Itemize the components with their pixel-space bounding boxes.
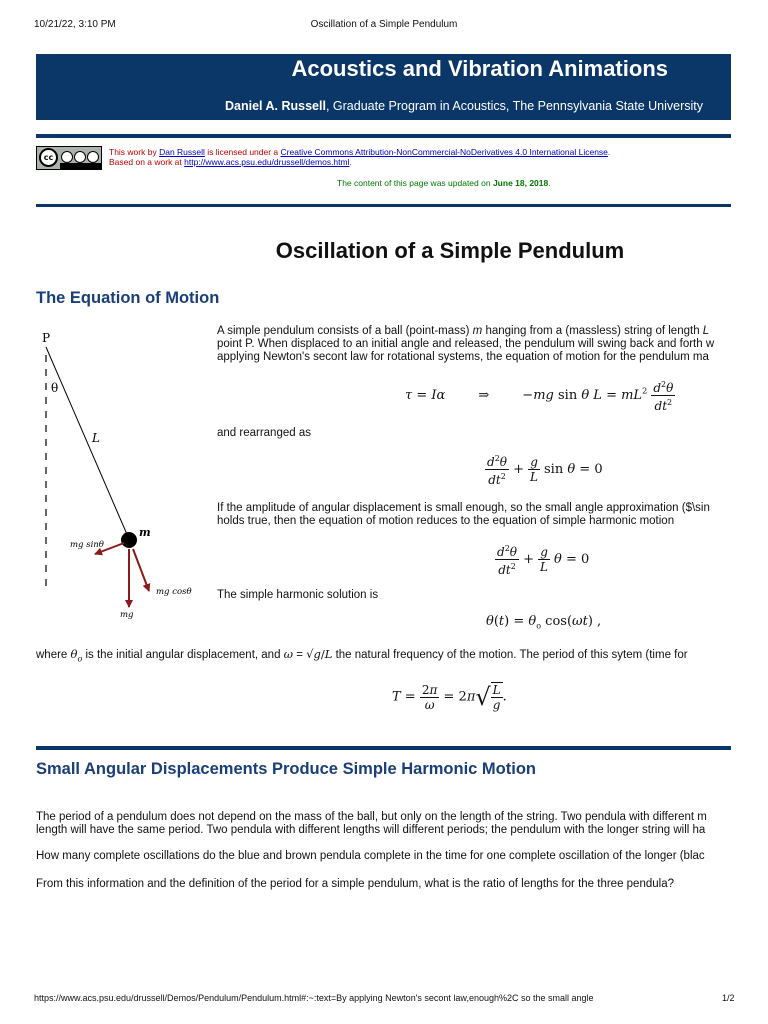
paragraph-period-mass: The period of a pendulum does not depend on the mass of the ball, but only on the length of the string. Two pendula with different m length will have the same period. Two pendula with different lengths will different periods; the pendulum with the longer string will ha bbox=[36, 811, 707, 836]
cc-icon: cc bbox=[39, 148, 58, 167]
paragraph-question-oscillations: How many complete oscillations do the blue and brown pendula complete in the time for one complete oscillation of the longer (blac bbox=[36, 850, 705, 862]
print-datetime: 10/21/22, 3:10 PM bbox=[34, 19, 116, 30]
author-name: Daniel A. Russell bbox=[224, 99, 326, 113]
site-subtitle bbox=[225, 99, 703, 113]
weight-label: mg bbox=[120, 610, 134, 620]
site-title: Acoustics and Vibration Animations bbox=[291, 56, 668, 81]
arrow-cos-component bbox=[133, 549, 149, 591]
badge-strip bbox=[60, 163, 101, 169]
pivot-label: P bbox=[42, 331, 51, 345]
angle-label: θ bbox=[51, 381, 59, 395]
equation-torque: τ = Iα ⇒ −mg sin θ $L = mL^2$ $\frac{d^2\theta}{dt^2}$ bbox=[405, 380, 674, 413]
equation-nonlinear: $\frac{d^2\theta}{dt^2}$ + $\frac{g}{L}$ sin θ = 0 bbox=[487, 454, 603, 487]
equation-solution: $\theta(t) = \theta_o$ cos(ωt) , bbox=[486, 614, 602, 631]
paragraph-question-ratio: From this information and the definition of the period for a simple pendulum, what is the ratio of lengths for the three pendula? bbox=[36, 878, 674, 890]
site-banner bbox=[36, 54, 731, 120]
license-text: This work by Dan Russell is licensed under a Creative Commons Attribution-NonCommercial-NoDerivatives 4.0 International License. Based on a work at http://www.acs.psu.edu/drussell/demos.html. bbox=[109, 147, 611, 167]
force-cos-label: mg cosθ bbox=[156, 587, 192, 597]
paragraph-omega: where $\theta_o$ is the initial angular displacement, and ω = √g/L the natural frequency of the motion. The period of this sytem (time for bbox=[36, 648, 688, 664]
nc-icon bbox=[74, 151, 86, 163]
divider-top bbox=[36, 134, 731, 138]
print-header bbox=[0, 0, 768, 40]
work-link[interactable]: http://www.acs.psu.edu/drussell/demos.html bbox=[184, 157, 350, 167]
paragraph-rearranged: and rearranged as bbox=[217, 427, 311, 439]
paragraph-intro: A simple pendulum consists of a ball (point-mass) m hanging from a (massless) string of length L point P. When displaced to an initial angle and released, the pendulum will swing back and forth w applying Newton's secont law for rotational systems, the equation of motion for the pendulum ma bbox=[217, 325, 715, 363]
updated-note: The content of this page was updated on June 18, 2018. bbox=[337, 178, 551, 188]
pendulum-ball bbox=[121, 532, 137, 548]
length-label: L bbox=[92, 431, 100, 445]
print-title: Oscillation of a Simple Pendulum bbox=[310, 19, 458, 30]
pendulum-diagram bbox=[36, 325, 206, 625]
divider-mid bbox=[36, 204, 731, 207]
footer-page-number: 1/2 bbox=[722, 993, 735, 1003]
author-link[interactable]: Dan Russell bbox=[159, 147, 205, 157]
divider-section2 bbox=[36, 746, 731, 750]
equation-period: T = $\frac{2\pi}{\omega}$ = 2π√ $\frac{L}{g}$ . bbox=[392, 682, 507, 712]
mass-label: m bbox=[139, 526, 151, 539]
affiliation: , Graduate Program in Acoustics, The Pennsylvania State University bbox=[325, 99, 703, 113]
force-sin-label: mg sinθ bbox=[70, 540, 104, 550]
section-heading-equation: The Equation of Motion bbox=[36, 289, 220, 307]
section-heading-shm: Small Angular Displacements Produce Simple Harmonic Motion bbox=[36, 760, 536, 778]
pendulum-string bbox=[46, 347, 129, 539]
cc-license-badge[interactable] bbox=[36, 146, 102, 170]
by-icon bbox=[61, 151, 73, 163]
license-link[interactable]: Creative Commons Attribution-NonCommercial-NoDerivatives 4.0 International License bbox=[280, 147, 608, 157]
paragraph-solution: The simple harmonic solution is bbox=[217, 589, 379, 601]
equation-shm: $\frac{d^2\theta}{dt^2}$ + $\frac{g}{L}$ θ = 0 bbox=[497, 544, 590, 577]
nd-icon bbox=[87, 151, 99, 163]
footer-url: https://www.acs.psu.edu/drussell/Demos/Pendulum/Pendulum.html#:~:text=By applying Newton's secont law,enough%2C so the small angle bbox=[34, 993, 594, 1003]
page-title: Oscillation of a Simple Pendulum bbox=[275, 238, 625, 263]
updated-date: June 18, 2018 bbox=[492, 178, 549, 188]
paragraph-small-angle: If the amplitude of angular displacement is small enough, so the small angle approximation ($\sin holds true, then the equation of motion reduces to the equation of simple harmonic motion bbox=[217, 502, 710, 527]
